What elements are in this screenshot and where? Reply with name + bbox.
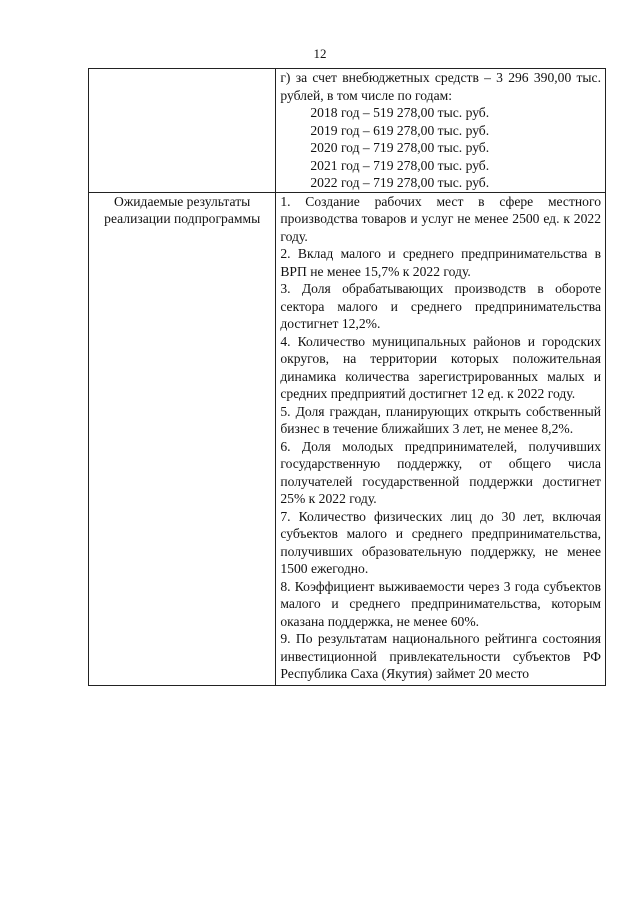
result-item: 7. Количество физических лиц до 30 лет, включая субъектов малого и среднего предпринимательства, получивших образовательную поддержку, не менее 1500 ежегодно.	[280, 508, 601, 576]
expected-results-cell	[276, 192, 606, 685]
row-label-empty	[89, 69, 276, 193]
list-item: 2020 год – 719 278,00 тыс. руб.	[310, 140, 490, 155]
table-row	[89, 69, 606, 193]
result-item: 5. Доля граждан, планирующих открыть собственный бизнес в течение ближайших 3 лет, не менее 8,2%.	[280, 403, 601, 436]
subprogram-table	[88, 68, 606, 686]
result-item: 1. Создание рабочих мест в сфере местного производства товаров и услуг не менее 2500 ед. к 2022 году.	[280, 193, 601, 244]
result-item: 8. Коэффициент выживаемости через 3 года субъектов малого и среднего предпринимательства, которым оказана поддержка, не менее 60%.	[280, 578, 601, 629]
result-item: 2. Вклад малого и среднего предпринимательства в ВРП не менее 15,7% к 2022 году.	[280, 246, 601, 279]
list-item: 2019 год – 619 278,00 тыс. руб.	[310, 122, 490, 138]
result-item: 9. По результатам национального рейтинга состояния инвестиционной привлекательности субъектов РФ Республика Саха (Якутия) займет 20 место	[280, 631, 601, 681]
list-item: 2021 год – 719 278,00 тыс. руб.	[310, 157, 490, 173]
row-label-expected-results: Ожидаемые результаты реализации подпрограммы	[89, 192, 276, 685]
funding-intro: г) за счет внебюджетных средств – 3 296 390,00 тыс. рублей, в том числе по годам:	[280, 70, 601, 103]
result-item: 3. Доля обрабатывающих производств в обороте сектора малого и среднего предпринимательства достигнет 12,2%.	[280, 281, 601, 331]
page-number: 12	[313, 46, 327, 61]
result-item: 6. Доля молодых предпринимателей, получивших государственную поддержку, от общего числа получателей государственной поддержки достигнет 25% к 2022 году.	[280, 438, 601, 506]
funding-years-list	[280, 104, 601, 192]
list-item: 2018 год – 519 278,00 тыс. руб.	[310, 105, 490, 120]
result-item: 4. Количество муниципальных районов и городских округов, на территории которых положительная динамика количества зарегистрированных малых и средних предприятий достигнет 12 ед. к 2022 году.	[280, 333, 601, 401]
table-row	[89, 192, 606, 685]
list-item: 2022 год – 719 278,00 тыс. руб.	[310, 175, 490, 190]
funding-cell	[276, 69, 606, 193]
